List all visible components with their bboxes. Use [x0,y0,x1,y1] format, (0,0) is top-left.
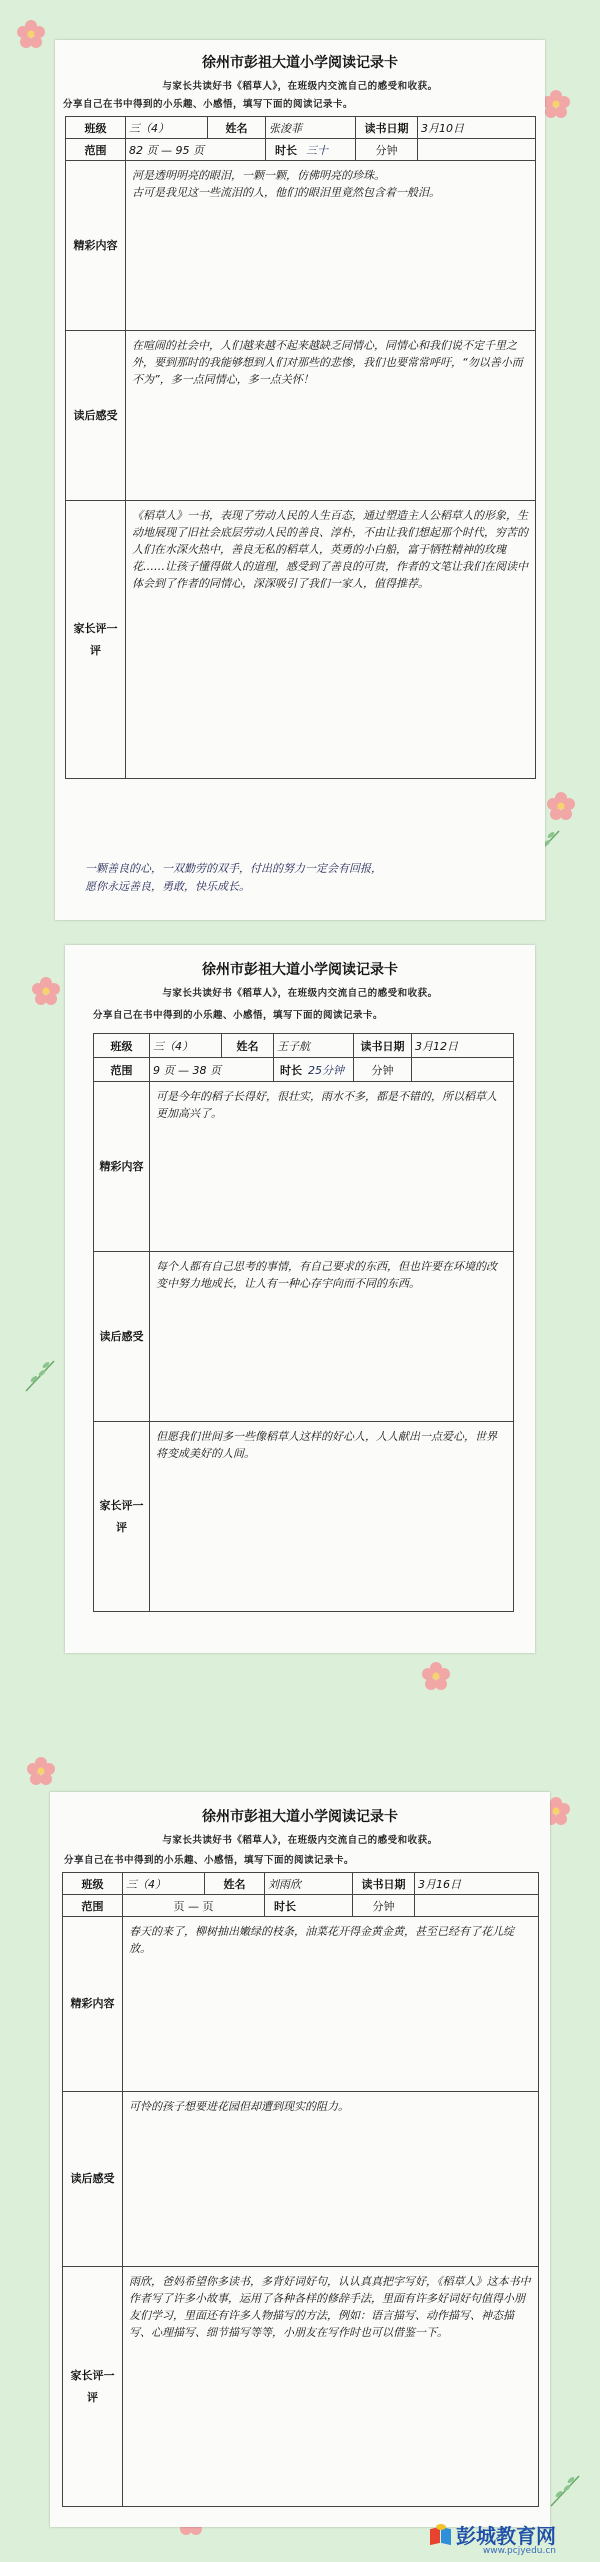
date-value: 3月16日 [415,1873,539,1895]
parent-comment-text: 但愿我们世间多一些像稻草人这样的好心人，人人献出一点爱心，世界将变成美好的人间。 [150,1422,514,1612]
name-value: 王子航 [274,1034,354,1058]
minute-unit: 分钟 [353,1895,415,1917]
flower-icon [15,18,47,50]
duration-label: 时长 [275,143,297,157]
card-title: 徐州市彭祖大道小学阅读记录卡 [202,55,398,71]
name-value: 张浚菲 [266,117,356,139]
site-watermark [430,2520,556,2549]
highlights-text: 河是透明明亮的眼泪，一颗一颗，仿佛明亮的珍珠。 古可是我见这一些流泪的人，他们的眼泪里竟然包含着一般泪。 [126,161,536,331]
date-value: 3月12日 [412,1034,514,1058]
name-label: 姓名 [222,1034,274,1058]
name-label: 姓名 [208,117,266,139]
card-instruction: 分享自己在书中得到的小乐趣、小感悟，填写下面的阅读记录卡。 [63,99,354,110]
class-label: 班级 [66,117,126,139]
parent-closing-note: 一颗善良的心，一双勤劳的双手，付出的努力一定会有回报， 愿你永远善良，勇敢，快乐成长。 [85,862,382,893]
section-label-highlights: 精彩内容 [66,161,126,331]
section-label-parent-comment: 家长评一评 [63,2267,123,2507]
duration-label: 时长 [280,1063,302,1077]
record-table [93,1033,514,1612]
reading-card-2 [65,945,535,1653]
range-label: 范围 [66,139,126,161]
book-logo-icon [430,2524,452,2546]
record-table [62,1872,539,2507]
reflection-text: 可怜的孩子想要进花园但却遭到现实的阻力。 [123,2092,539,2267]
parent-comment-text: 《稻草人》一书，表现了劳动人民的人生百态，通过塑造主人公稻草人的形象，生动地展现了旧社会底层劳动人民的善良、淳朴，不由让我们想起那个时代，穷苦的人们在水深火热中，善良无私的稻草人，英勇的小白船，富于牺牲精神的玫瑰花……让孩子懂得做人的道理，感受到了善良的可贵，作者的文笔让我们在阅读中体会到了作者的同情心，深深吸引了我们一家人，值得推荐。 [126,501,536,779]
parent-comment-text: 雨欣，爸妈希望你多读书，多背好词好句，认认真真把字写好，《稻草人》这本书中作者写了许多小故事，运用了各种各样的修辞手法，里面有许多好词好句值得小朋友们学习，里面还有许多人物描写的方法，例如：语言描写、动作描写、神态描写、心理描写、细节描写等等，小朋友在写作时也可以借鉴一下。 [123,2267,539,2507]
class-value: 三（4） [150,1034,222,1058]
record-table [65,116,536,779]
sprig-icon [545,2470,585,2510]
range-value: 页 — 页 [123,1895,265,1917]
watermark-url: www.pcjyedu.cn [482,2546,556,2556]
sprig-icon [20,1355,60,1395]
range-label: 范围 [94,1058,150,1082]
date-value: 3月10日 [418,117,536,139]
flower-icon [25,1755,57,1787]
watermark-text: 彭城教育网 [456,2524,556,2548]
card-instruction: 与家长共读好书《稻草人》，在班级内交流自己的感受和收获。 [162,81,438,92]
minute-unit: 分钟 [356,139,418,161]
duration-value: 25分钟 [308,1063,344,1077]
reading-card-3 [50,1792,550,2527]
reading-card-1 [55,40,545,920]
class-label: 班级 [94,1034,150,1058]
flower-icon [30,975,62,1007]
range-value: 82 页 — 95 页 [126,139,266,161]
class-label: 班级 [63,1873,123,1895]
date-label: 读书日期 [354,1034,412,1058]
highlights-text: 春天的来了，柳树抽出嫩绿的枝条，油菜花开得金黄金黄，甚至已经有了花儿绽放。 [123,1917,539,2092]
section-label-reflection: 读后感受 [66,331,126,501]
flower-icon [545,790,577,822]
range-value: 9 页 — 38 页 [150,1058,274,1082]
card-instruction: 分享自己在书中得到的小乐趣、小感悟，填写下面的阅读记录卡。 [64,1855,355,1866]
range-label: 范围 [63,1895,123,1917]
card-instruction: 与家长共读好书《稻草人》，在班级内交流自己的感受和收获。 [162,1835,438,1846]
section-label-parent-comment: 家长评一评 [94,1422,150,1612]
section-label-highlights: 精彩内容 [63,1917,123,2092]
section-label-highlights: 精彩内容 [94,1082,150,1252]
minute-unit: 分钟 [354,1058,412,1082]
reflection-text: 在喧闹的社会中，人们越来越不起来越缺乏同情心，同情心和我们说不定千里之外，要到那时的我能够想到人们对那些的悲惨，我们也要常常呼吁，“勿以善小而不为”，多一点同情心，多一点关怀！ [126,331,536,501]
card-instruction: 分享自己在书中得到的小乐趣、小感悟，填写下面的阅读记录卡。 [93,1010,384,1021]
date-label: 读书日期 [353,1873,415,1895]
duration-value: 三十 [306,143,328,157]
class-value: 三（4） [126,117,208,139]
duration-label: 时长 [274,1899,296,1913]
section-label-reflection: 读后感受 [63,2092,123,2267]
card-title: 徐州市彭祖大道小学阅读记录卡 [202,1809,398,1825]
reflection-text: 每个人都有自己思考的事情，有自己要求的东西，但也许要在环境的改变中努力地成长，让人有一种心存宇向而不同的东西。 [150,1252,514,1422]
highlights-text: 可是今年的稻子长得好，很壮实，雨水不多，都是不错的，所以稻草人更加高兴了。 [150,1082,514,1252]
card-title: 徐州市彭祖大道小学阅读记录卡 [202,962,398,978]
section-label-reflection: 读后感受 [94,1252,150,1422]
date-label: 读书日期 [356,117,418,139]
section-label-parent-comment: 家长评一评 [66,501,126,779]
class-value: 三（4） [123,1873,205,1895]
name-value: 刘雨欣 [265,1873,353,1895]
flower-icon [420,1660,452,1692]
name-label: 姓名 [205,1873,265,1895]
card-instruction: 与家长共读好书《稻草人》，在班级内交流自己的感受和收获。 [162,988,438,999]
